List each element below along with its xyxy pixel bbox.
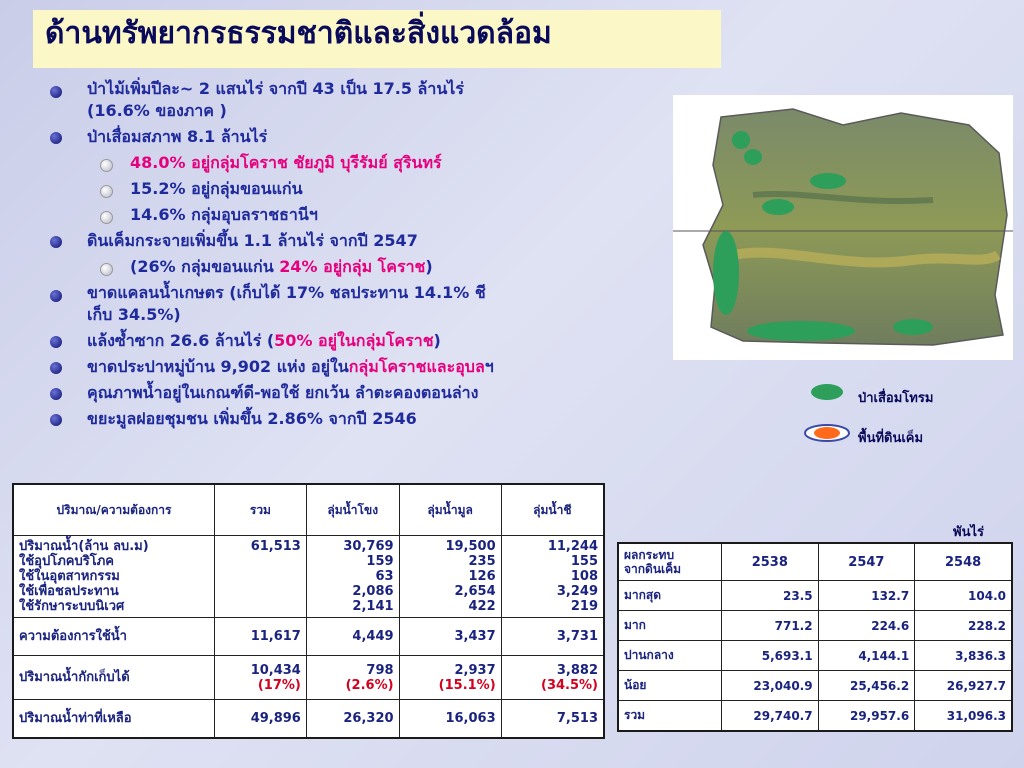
cell-line: 422 [468,599,496,614]
table-cell: 104.0 [915,581,1012,611]
bullet-text: ฯ [484,357,494,376]
cell-line: 108 [570,569,598,584]
bullet-water-quality [44,380,624,406]
table-cell [501,536,604,618]
cell-line: 155 [570,554,598,569]
cell-line: 2,141 [352,599,394,614]
table-row [618,641,1012,671]
table-cell-label: ปริมาณน้ำกักเก็บได้ [13,656,215,700]
table-cell-label [13,536,215,618]
table-row [618,581,1012,611]
bullet-forest-increase [44,78,624,122]
table-cell: 25,456.2 [818,671,915,701]
bullet-text: ป่าไม้เพิ่มปีละ~ 2 แสนไร่ จากปี 43 เป็น 17.5 ล้านไร่ [87,79,464,98]
cell-percent: (2.6%) [345,677,394,693]
table-header: 2538 [722,543,819,581]
legend-saline-icon [803,423,851,443]
degraded-forest-marker [762,199,794,215]
page-title: ด้านทรัพยากรธรรมชาติและสิ่งแวดล้อม [45,16,552,51]
cell-percent: (15.1%) [438,677,496,693]
table-cell-label: น้อย [618,671,722,701]
table-cell: 3,437 [399,618,501,656]
bullet-highlight: กลุ่มโคราชและอุบล [348,357,485,376]
cell-line: 63 [375,569,394,584]
bullet-text: แล้งซ้ำซาก 26.6 ล้านไร่ ( [87,331,275,350]
bullet-list [44,76,624,432]
table-row [13,618,604,656]
table-cell-label: ปริมาณน้ำท่าที่เหลือ [13,700,215,738]
cell-line: ใช้อุปโภคบริโภค [19,554,114,569]
table-cell: 4,449 [306,618,399,656]
sub-bullet-dot-icon [100,185,113,198]
sub-bullet-text: 14.6% กลุ่มอุบลราชธานีฯ [130,205,318,224]
table-cell-label: มาก [618,611,722,641]
sub-bullet [44,176,624,202]
sub-bullet [44,150,624,176]
table-cell: 5,693.1 [722,641,819,671]
degraded-forest-marker [810,173,846,189]
bullet-drought [44,328,624,354]
table-header: 2548 [915,543,1012,581]
table-cell [399,536,501,618]
cell-line: 11,244 [547,539,598,554]
table-header-row [618,543,1012,581]
bullet-text: ) [433,331,441,350]
sub-bullet [44,202,624,228]
table-cell: 7,513 [501,700,604,738]
bullet-text: เก็บ 34.5%) [87,305,181,324]
cell-line: จากดินเค็ม [624,562,682,576]
bullet-text: (16.6% ของภาค ) [87,101,227,120]
bullet-dot-icon [50,414,62,426]
cell-line: ใช้ในอุตสาหกรรม [19,569,120,584]
table-cell: 31,096.3 [915,701,1012,732]
cell-line: 19,500 [445,539,496,554]
table-cell: 224.6 [818,611,915,641]
bullet-water-shortage [44,282,624,326]
sub-bullet-text: 48.0% อยู่กลุ่มโคราช ชัยภูมิ บุรีรัมย์ สุรินทร์ [130,153,442,172]
table-header [618,543,722,581]
table-header: ลุ่มน้ำโขง [306,484,399,536]
cell-line: 3,249 [556,584,598,599]
table-header: ลุ่มน้ำชี [501,484,604,536]
sub-bullet-text: (26% กลุ่มขอนแก่น [130,257,280,276]
table-cell-label: รวม [618,701,722,732]
table-cell [306,536,399,618]
table-cell: 29,740.7 [722,701,819,732]
degraded-forest-marker [713,231,739,315]
table-cell: 11,617 [215,618,307,656]
sub-bullet-text: 15.2% อยู่กลุ่มขอนแก่น [130,179,303,198]
table-cell: 26,927.7 [915,671,1012,701]
table-cell: 228.2 [915,611,1012,641]
degraded-forest-marker [732,131,750,149]
cell-percent: (34.5%) [541,677,598,693]
table-cell: 23.5 [722,581,819,611]
table-header: ปริมาณ/ความต้องการ [13,484,215,536]
table-cell: 29,957.6 [818,701,915,732]
table-row [13,656,604,700]
table-header: รวม [215,484,307,536]
table-cell: 132.7 [818,581,915,611]
bullet-water-supply [44,354,624,380]
saline-soil-table [617,542,1013,732]
table-header: ลุ่มน้ำมูล [399,484,501,536]
table-cell: 49,896 [215,700,307,738]
legend-forest-icon [810,383,844,401]
cell-line: 235 [468,554,496,569]
bullet-text: คุณภาพน้ำอยู่ในเกณฑ์ดี-พอใช้ ยกเว้น ลำตะคองตอนล่าง [87,383,479,402]
table-cell: 771.2 [722,611,819,641]
table-header: 2547 [818,543,915,581]
degraded-forest-marker [747,321,855,341]
bullet-waste [44,406,624,432]
bullet-dot-icon [50,388,62,400]
table-cell-label: ปานกลาง [618,641,722,671]
sub-bullet-highlight: 24% อยู่กลุ่ม โคราช [279,257,426,276]
bullet-dot-icon [50,236,62,248]
table-cell [399,656,501,700]
bullet-degraded-forest [44,124,624,150]
table-cell [501,656,604,700]
bullet-dot-icon [50,290,62,302]
table-row [13,700,604,738]
table-row [618,701,1012,732]
table-row [618,671,1012,701]
cell-line: ปริมาณน้ำ(ล้าน ลบ.ม) [19,539,149,554]
table-cell: 4,144.1 [818,641,915,671]
cell-line: 2,937 [454,662,496,678]
table-cell [215,656,307,700]
bullet-text: ดินเค็มกระจายเพิ่มขึ้น 1.1 ล้านไร่ จากปี 2547 [87,231,418,250]
cell-line: 126 [468,569,496,584]
table-cell: 26,320 [306,700,399,738]
table-cell: 3,836.3 [915,641,1012,671]
cell-line: ใช้รักษาระบบนิเวศ [19,599,125,614]
sub-bullet-dot-icon [100,211,113,224]
bullet-highlight: 50% อยู่ในกลุ่มโคราช [274,331,434,350]
legend-saline-label: พื้นที่ดินเค็ม [858,431,924,446]
degraded-forest-marker [893,319,933,335]
bullet-text: ขาดแคลนน้ำเกษตร (เก็บได้ 17% ชลประทาน 14.1% ชี [87,283,486,302]
degraded-forest-marker [744,149,762,165]
table-cell: 61,513 [215,536,307,618]
bullet-dot-icon [50,132,62,144]
sub-bullet-dot-icon [100,263,113,276]
cell-line: 2,654 [454,584,496,599]
cell-line: 3,882 [556,662,598,678]
table-cell: 3,731 [501,618,604,656]
cell-percent: (17%) [257,677,301,693]
cell-line: 798 [366,662,394,678]
unit-label: พันไร่ [953,525,984,540]
table-cell-label: มากสุด [618,581,722,611]
bullet-text: ขยะมูลฝอยชุมชน เพิ่มขึ้น 2.86% จากปี 2546 [87,409,417,428]
table-cell-label: ความต้องการใช้น้ำ [13,618,215,656]
cell-line: ผลกระทบ [624,548,675,562]
table-cell: 16,063 [399,700,501,738]
table-cell: 23,040.9 [722,671,819,701]
sub-bullet [44,254,624,280]
sub-bullet-dot-icon [100,159,113,172]
sub-bullet-text: ) [425,257,433,276]
cell-line: 2,086 [352,584,394,599]
bullet-text: ขาดประปาหมู่บ้าน 9,902 แห่ง อยู่ใน [87,357,349,376]
table-row [13,536,604,618]
water-resource-table [12,483,605,739]
cell-line: 159 [366,554,394,569]
legend-degraded-forest-label: ป่าเสื่อมโทรม [858,391,934,406]
title-box [33,10,721,68]
cell-line: 219 [570,599,598,614]
table-header-row [13,484,604,536]
cell-line: 30,769 [343,539,394,554]
cell-line: 10,434 [250,662,301,678]
regional-map [673,95,1013,360]
bullet-dot-icon [50,362,62,374]
bullet-saline-soil [44,228,624,254]
table-row [618,611,1012,641]
cell-line: ใช้เพื่อชลประทาน [19,584,119,599]
bullet-text: ป่าเสื่อมสภาพ 8.1 ล้านไร่ [87,127,268,146]
bullet-dot-icon [50,336,62,348]
bullet-dot-icon [50,86,62,98]
table-cell [306,656,399,700]
